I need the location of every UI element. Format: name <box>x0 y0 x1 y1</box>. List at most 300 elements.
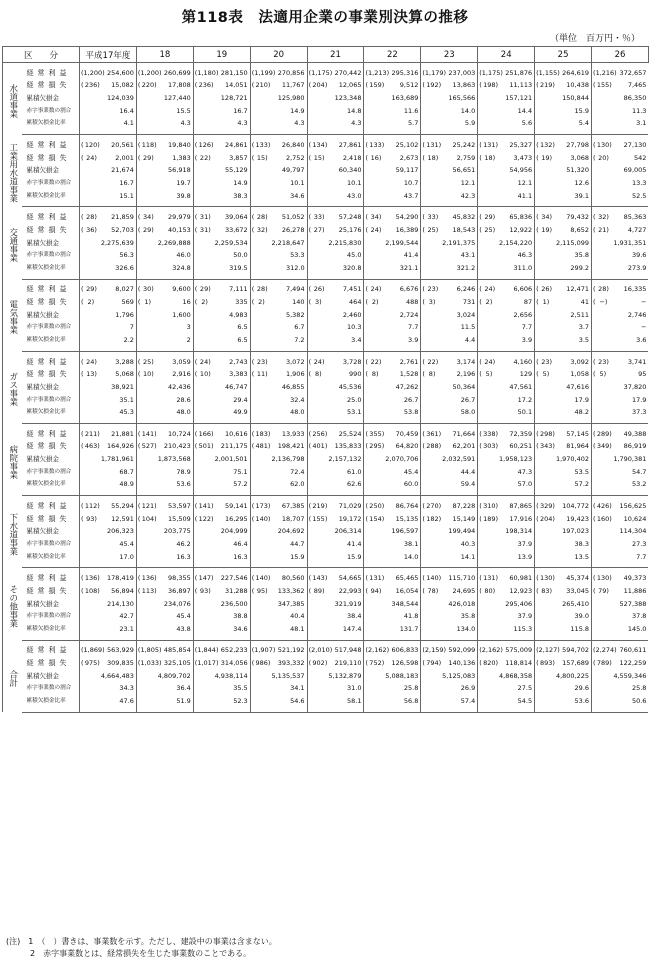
amount-value: 28.6 <box>176 395 191 404</box>
count-value: ( 183) <box>251 429 271 438</box>
data-cell <box>307 623 364 640</box>
amount-value: 42.7 <box>119 612 134 621</box>
data-cell <box>80 466 137 479</box>
count-value: ( 24) <box>81 357 97 366</box>
amount-value: 135,833 <box>334 442 362 451</box>
count-value: ( 13) <box>81 370 97 379</box>
amount-value: 39.6 <box>631 251 647 260</box>
data-cell <box>307 152 364 165</box>
amount-value: 10.7 <box>403 178 419 187</box>
amount-value: 124,039 <box>107 94 134 103</box>
amount-value: 81,964 <box>566 442 590 451</box>
header-year: 26 <box>592 47 649 63</box>
category-label: 水道事業 <box>3 63 22 135</box>
amount-value: 237,003 <box>448 68 476 77</box>
amount-value: 37.3 <box>631 408 647 417</box>
row-label: 赤字事業数の割合 <box>26 324 72 331</box>
count-value: ( 11) <box>251 370 268 379</box>
amount-value: 311.0 <box>513 263 533 272</box>
data-cell <box>535 657 592 670</box>
table-row <box>3 309 649 322</box>
data-cell <box>250 568 307 585</box>
row-label: 累積欠損金比率 <box>22 118 80 135</box>
data-cell <box>307 394 364 407</box>
count-value: ( 79) <box>593 586 609 595</box>
amount-value: 44.4 <box>460 467 476 476</box>
data-cell <box>478 695 535 712</box>
amount-value: 29.6 <box>574 684 590 693</box>
amount-value: 2,196 <box>456 370 476 379</box>
data-cell <box>250 224 307 237</box>
amount-value: 227,546 <box>220 574 248 583</box>
count-value: (1,180) <box>194 68 219 77</box>
amount-value: 1,873,568 <box>157 455 191 464</box>
amount-value: 15.5 <box>176 106 191 115</box>
data-cell <box>535 466 592 479</box>
data-cell <box>193 80 250 93</box>
data-cell <box>535 424 592 441</box>
data-cell <box>250 513 307 526</box>
data-cell <box>592 118 649 135</box>
amount-value: 320.8 <box>342 263 362 272</box>
data-cell <box>478 296 535 309</box>
amount-value: 7.2 <box>294 335 305 344</box>
data-cell <box>421 657 478 670</box>
amount-value: 324.8 <box>172 263 191 272</box>
amount-value: 131.7 <box>399 624 419 633</box>
amount-value: 24,861 <box>224 141 248 150</box>
data-cell <box>80 568 137 585</box>
count-value: ( 36) <box>81 225 97 234</box>
amount-value: 4,809,702 <box>157 671 191 680</box>
count-value: ( 752) <box>365 659 385 668</box>
amount-value: 47.3 <box>517 467 533 476</box>
count-value: (2,162) <box>365 646 390 655</box>
amount-value: 12,591 <box>111 514 134 523</box>
data-cell <box>193 135 250 152</box>
data-cell <box>250 296 307 309</box>
data-cell <box>478 92 535 105</box>
amount-value: 464 <box>349 298 362 307</box>
data-cell <box>421 453 478 466</box>
data-cell <box>307 453 364 466</box>
count-value: ( 29) <box>81 285 97 294</box>
amount-value: 14.0 <box>403 552 419 561</box>
data-cell <box>592 526 649 539</box>
data-cell <box>421 496 478 513</box>
row-label: 経常利益 <box>26 141 71 150</box>
count-value: (1,175) <box>479 68 503 77</box>
row-label: 経常利益 <box>26 502 71 511</box>
data-cell <box>478 118 535 135</box>
data-cell <box>364 683 421 696</box>
count-value: ( 83) <box>536 586 553 595</box>
data-cell <box>193 334 250 351</box>
count-value: ( 8) <box>422 370 436 379</box>
data-cell <box>478 610 535 623</box>
data-cell <box>136 453 193 466</box>
amount-value: 29,979 <box>168 213 191 222</box>
count-value: ( 134) <box>308 141 328 150</box>
data-cell <box>535 453 592 466</box>
count-value: (1,175) <box>308 68 333 77</box>
data-cell <box>535 368 592 381</box>
amount-value: 348,544 <box>391 599 419 608</box>
amount-value: 4.3 <box>351 119 362 128</box>
amount-value: 44.7 <box>290 539 305 548</box>
table-row <box>3 551 649 568</box>
data-cell <box>478 406 535 423</box>
data-cell <box>364 695 421 712</box>
count-value: ( 28) <box>593 285 609 294</box>
data-cell <box>478 368 535 381</box>
data-cell <box>592 309 649 322</box>
amount-value: 10,616 <box>224 429 248 438</box>
count-value: ( 343) <box>536 442 555 451</box>
amount-value: 37.8 <box>631 612 647 621</box>
data-cell <box>250 598 307 611</box>
table-row <box>3 695 649 712</box>
amount-value: 11,113 <box>509 81 533 90</box>
data-cell <box>364 309 421 322</box>
data-cell <box>364 657 421 670</box>
data-cell <box>193 164 250 177</box>
data-cell <box>250 695 307 712</box>
count-value: ( 29) <box>137 225 154 234</box>
amount-value: 270,442 <box>334 68 362 77</box>
amount-value: 16,335 <box>623 285 647 294</box>
count-value: ( 25) <box>479 225 496 234</box>
count-value: ( 155) <box>308 514 328 523</box>
amount-value: 15.1 <box>119 191 134 200</box>
amount-value: 57.0 <box>517 480 533 489</box>
data-cell <box>250 368 307 381</box>
row-label: 赤字事業数の割合 <box>26 468 72 475</box>
data-cell <box>80 585 137 598</box>
data-cell <box>535 513 592 526</box>
count-value: ( 24) <box>365 285 382 294</box>
amount-value: 25.8 <box>631 684 647 693</box>
data-cell <box>364 296 421 309</box>
data-cell <box>80 496 137 513</box>
data-cell <box>80 262 137 279</box>
amount-value: 53.6 <box>574 697 590 705</box>
table-row <box>3 237 649 250</box>
data-cell <box>136 368 193 381</box>
amount-value: 133,362 <box>277 586 305 595</box>
data-cell <box>250 177 307 190</box>
data-cell <box>136 105 193 118</box>
data-cell <box>421 237 478 250</box>
data-cell <box>193 513 250 526</box>
header-year: 21 <box>307 47 364 63</box>
amount-value: 87 <box>523 298 533 307</box>
amount-value: 234,076 <box>163 599 191 608</box>
data-cell <box>193 249 250 262</box>
data-cell <box>193 262 250 279</box>
amount-value: 33,045 <box>566 586 590 595</box>
amount-value: 606,833 <box>391 646 419 655</box>
amount-value: 12,471 <box>566 285 590 294</box>
data-cell <box>250 322 307 335</box>
data-cell <box>364 135 421 152</box>
data-cell <box>193 381 250 394</box>
amount-value: 2,070,706 <box>385 455 419 464</box>
count-value: (2,159) <box>422 646 447 655</box>
data-cell <box>307 207 364 224</box>
count-value: ( 27) <box>308 225 325 234</box>
amount-value: 592,099 <box>448 646 476 655</box>
amount-value: 2,673 <box>399 153 419 162</box>
amount-value: 35.1 <box>119 395 134 404</box>
data-cell <box>80 598 137 611</box>
data-cell <box>136 207 193 224</box>
data-cell <box>592 466 649 479</box>
amount-value: 56,651 <box>452 166 476 175</box>
amount-value: 163,689 <box>391 94 419 103</box>
data-cell <box>535 406 592 423</box>
amount-value: 3,068 <box>570 153 590 162</box>
amount-value: 64,820 <box>395 442 419 451</box>
data-cell <box>80 63 137 80</box>
data-cell <box>250 538 307 551</box>
amount-value: 2,269,888 <box>157 238 191 247</box>
data-cell <box>193 309 250 322</box>
data-cell <box>250 683 307 696</box>
count-value: ( 893) <box>536 659 555 668</box>
amount-value: 62.6 <box>346 480 362 489</box>
amount-value: 70,459 <box>395 429 419 438</box>
amount-value: 2,460 <box>342 310 362 319</box>
data-cell <box>592 190 649 207</box>
data-cell <box>592 249 649 262</box>
amount-value: 3,092 <box>570 357 590 366</box>
data-cell <box>364 80 421 93</box>
count-value: ( 902) <box>308 659 328 668</box>
data-cell <box>364 224 421 237</box>
amount-value: 47,616 <box>566 382 590 391</box>
count-value: ( 131) <box>479 574 499 583</box>
amount-value: 98,355 <box>168 574 191 583</box>
data-cell <box>136 406 193 423</box>
count-value: ( 23) <box>593 357 609 366</box>
data-cell <box>250 63 307 80</box>
amount-value: 3,741 <box>627 357 647 366</box>
amount-value: 60.0 <box>403 480 419 489</box>
data-cell <box>250 309 307 322</box>
amount-value: 4,983 <box>229 310 248 319</box>
data-cell <box>250 118 307 135</box>
data-cell <box>535 683 592 696</box>
data-cell <box>421 351 478 368</box>
amount-value: 4.3 <box>237 119 248 128</box>
data-cell <box>136 441 193 454</box>
row-label: 経常損失 <box>26 298 71 307</box>
amount-value: 43.7 <box>403 191 419 200</box>
count-value: ( 130) <box>593 574 612 583</box>
data-cell <box>592 610 649 623</box>
count-value: (1,200) <box>81 68 105 77</box>
amount-value: 17,808 <box>168 81 191 90</box>
data-cell <box>193 424 250 441</box>
table-row <box>3 279 649 296</box>
data-cell <box>364 262 421 279</box>
count-value: ( 338) <box>479 429 499 438</box>
amount-value: 517,948 <box>334 646 362 655</box>
row-label: 経常利益 <box>26 357 71 366</box>
data-cell <box>364 190 421 207</box>
data-cell <box>421 640 478 657</box>
data-cell <box>535 152 592 165</box>
amount-value: 15.9 <box>574 106 590 115</box>
data-cell <box>535 568 592 585</box>
data-cell <box>136 262 193 279</box>
count-value: (2,010) <box>308 646 333 655</box>
amount-value: 12,922 <box>509 225 533 234</box>
amount-value: 26,840 <box>281 141 305 150</box>
amount-value: 12.6 <box>574 178 590 187</box>
data-cell <box>250 406 307 423</box>
data-cell <box>364 322 421 335</box>
amount-value: 10.1 <box>346 178 362 187</box>
data-cell <box>535 526 592 539</box>
amount-value: 295,316 <box>391 68 419 77</box>
data-cell <box>364 479 421 496</box>
data-cell <box>80 610 137 623</box>
note-2: 2 赤字事業数とは、経常損失を生じた事業数のことである。 <box>6 949 252 958</box>
data-cell <box>535 670 592 683</box>
amount-value: 731 <box>462 298 476 307</box>
amount-value: 20,561 <box>111 141 134 150</box>
count-value: ( 34) <box>365 213 382 222</box>
amount-value: 2 <box>186 335 191 344</box>
data-cell <box>193 368 250 381</box>
count-value: (1,844) <box>194 646 219 655</box>
data-cell <box>364 453 421 466</box>
data-cell <box>136 623 193 640</box>
amount-value: 4,559,346 <box>613 671 647 680</box>
data-cell <box>364 63 421 80</box>
data-cell <box>80 249 137 262</box>
amount-value: 54,665 <box>338 574 362 583</box>
amount-value: 7.7 <box>521 323 533 332</box>
count-value: ( 31) <box>194 225 211 234</box>
amount-value: 129 <box>519 370 533 379</box>
amount-value: 13,863 <box>452 81 476 90</box>
amount-value: 59.4 <box>460 480 476 489</box>
amount-value: 26,278 <box>281 225 305 234</box>
amount-value: 11,886 <box>623 586 647 595</box>
data-cell <box>592 479 649 496</box>
amount-value: 39.0 <box>574 612 590 621</box>
data-cell <box>364 585 421 598</box>
amount-value: 214,130 <box>107 599 134 608</box>
data-cell <box>364 640 421 657</box>
count-value: ( 28) <box>81 213 97 222</box>
data-cell <box>421 135 478 152</box>
count-value: ( 34) <box>536 213 553 222</box>
data-cell <box>250 585 307 598</box>
amount-value: 49.9 <box>233 408 248 417</box>
amount-value: 53.3 <box>290 251 305 260</box>
data-cell <box>80 623 137 640</box>
amount-value: 34.1 <box>290 684 305 693</box>
header-year: 25 <box>535 47 592 63</box>
count-value: ( 22) <box>365 357 382 366</box>
data-cell <box>250 496 307 513</box>
data-cell <box>193 190 250 207</box>
data-cell <box>421 585 478 598</box>
count-value: ( 23) <box>536 357 553 366</box>
amount-value: 3,728 <box>342 357 362 366</box>
amount-value: 5,135,537 <box>271 671 305 680</box>
amount-value: 46,855 <box>281 382 305 391</box>
data-cell <box>421 526 478 539</box>
data-cell <box>307 262 364 279</box>
data-cell <box>478 657 535 670</box>
amount-value: 13.9 <box>517 552 533 561</box>
data-cell <box>421 190 478 207</box>
row-label: 累積欠損金比率 <box>22 551 80 568</box>
amount-value: 79,432 <box>566 213 590 222</box>
amount-value: 86,764 <box>395 502 419 511</box>
amount-value: 14.9 <box>290 106 305 115</box>
count-value: (2,162) <box>479 646 503 655</box>
amount-value: 41.4 <box>346 539 362 548</box>
count-value: ( 132) <box>536 141 555 150</box>
count-value: ( 122) <box>194 514 214 523</box>
data-cell <box>478 496 535 513</box>
amount-value: 270,856 <box>277 68 305 77</box>
data-cell <box>136 479 193 496</box>
count-value: ( 1) <box>137 298 152 307</box>
amount-value: 15,149 <box>452 514 476 523</box>
data-cell <box>80 406 137 423</box>
data-cell <box>136 695 193 712</box>
data-cell <box>307 640 364 657</box>
data-cell <box>535 92 592 105</box>
data-cell <box>80 190 137 207</box>
data-cell <box>478 479 535 496</box>
amount-value: 2,259,534 <box>214 238 248 247</box>
row-label: 累積欠損金 <box>26 382 59 391</box>
count-value: ( 28) <box>251 213 268 222</box>
amount-value: 57.2 <box>233 480 248 489</box>
amount-value: 3,857 <box>229 153 248 162</box>
row-label: 経常利益 <box>26 574 71 583</box>
amount-value: 62.0 <box>290 480 305 489</box>
count-value: ( 192) <box>422 81 442 90</box>
row-label: 累積欠損金 <box>26 310 59 319</box>
table-row <box>3 406 649 423</box>
amount-value: 45.3 <box>119 408 134 417</box>
count-value: ( 94) <box>365 586 382 595</box>
count-value: ( 133) <box>251 141 271 150</box>
header-year: 18 <box>136 47 193 63</box>
data-cell <box>193 551 250 568</box>
data-cell <box>478 585 535 598</box>
amount-value: 1,058 <box>570 370 590 379</box>
data-cell <box>80 479 137 496</box>
amount-value: 52.3 <box>233 697 248 705</box>
count-value: ( 32) <box>251 225 268 234</box>
category-label: 交通事業 <box>3 207 22 279</box>
row-label: 経常損失 <box>26 659 71 668</box>
count-value: ( 29) <box>479 213 496 222</box>
amount-value: 14.0 <box>460 106 476 115</box>
count-value: ( 250) <box>365 502 385 511</box>
data-cell <box>80 424 137 441</box>
